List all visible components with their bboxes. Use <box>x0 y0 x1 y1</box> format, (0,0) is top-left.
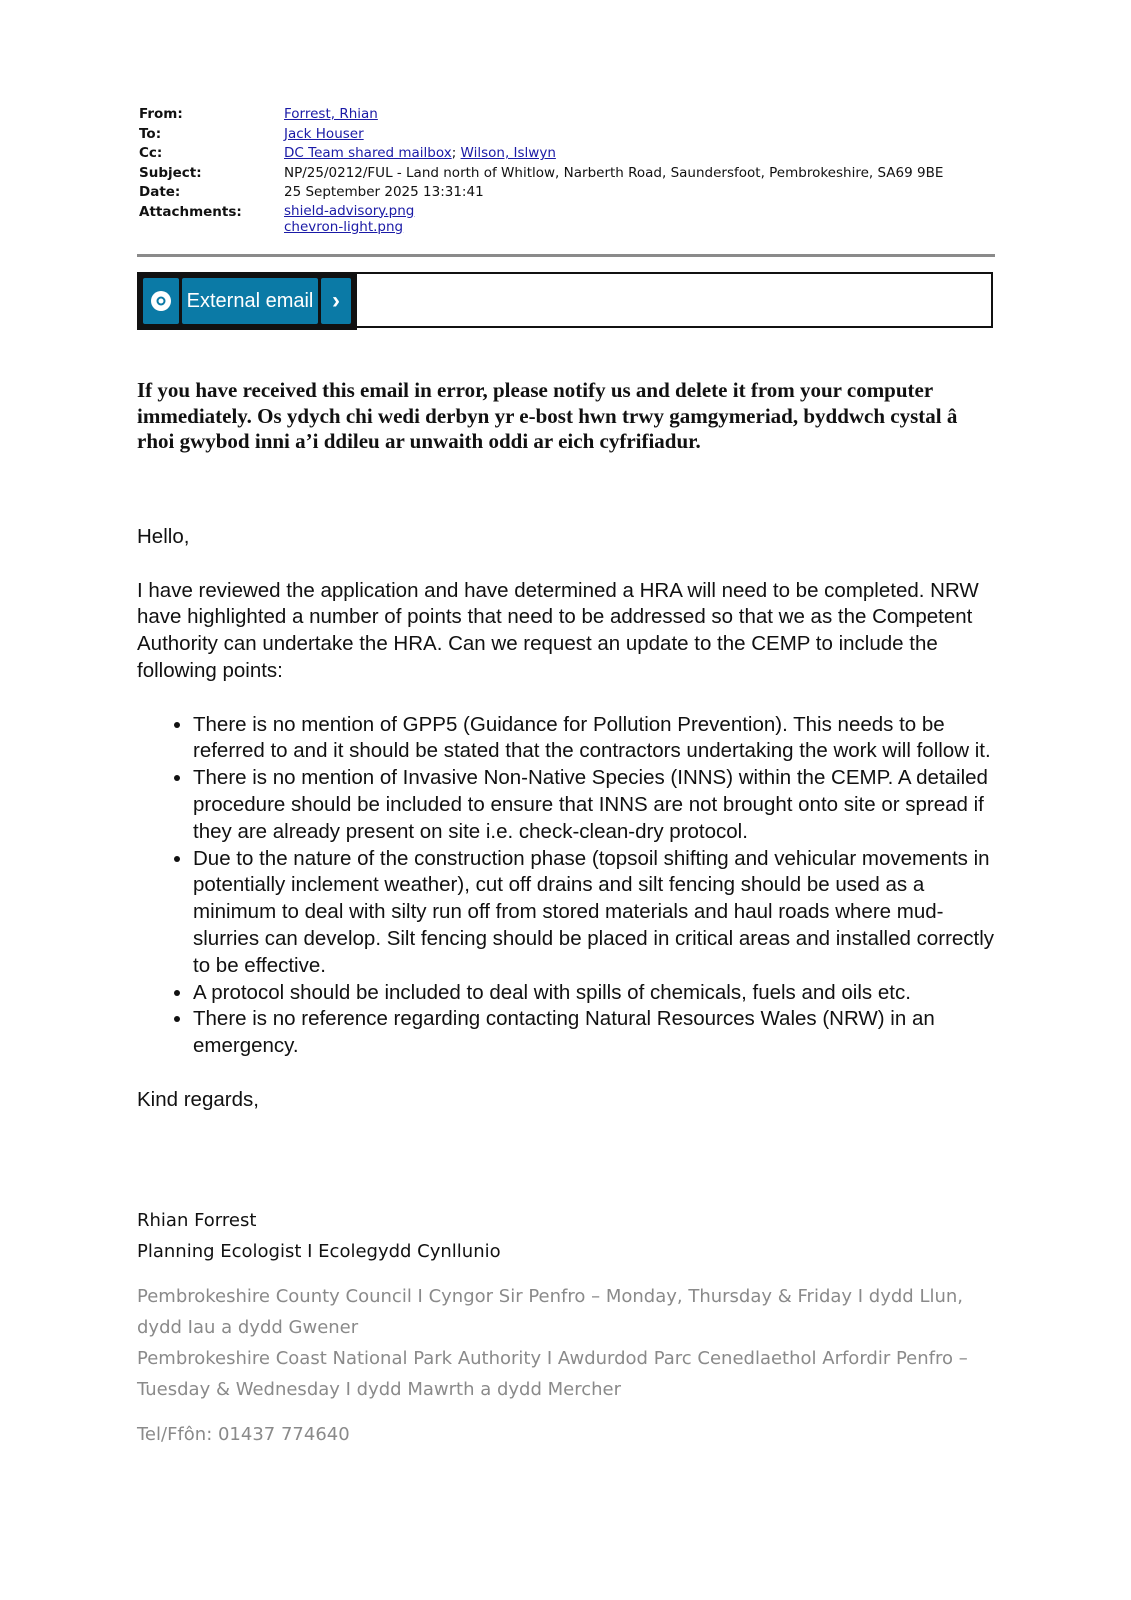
signature-title: Planning Ecologist I Ecolegydd Cynllunio <box>137 1241 501 1262</box>
closing: Kind regards, <box>137 1087 259 1111</box>
chevron-right-icon[interactable]: › <box>321 278 351 324</box>
attachment-link[interactable]: shield-advisory.png <box>284 202 415 219</box>
subject-label: Subject: <box>139 164 202 181</box>
attachments-label: Attachments: <box>139 203 242 220</box>
from-link[interactable]: Forrest, Rhian <box>284 106 378 122</box>
external-email-label: External email <box>182 278 318 324</box>
signature-org-1: Pembrokeshire County Council I Cyngor Sir Penfro – Monday, Thursday & Friday I dydd Llun, dydd Iau a dydd Gwener <box>137 1286 964 1338</box>
list-item: • Due to the nature of the construction phase (topsoil shifting and vehicular movements in potentially inclement weather), cut off drains and silt fencing should be used as a minimum to deal with silty run off from stored materials and haul roads where mud-slurries can develop. Silt fencing should be placed in critical areas and installed correctly to be effective. <box>193 846 997 980</box>
signature-name: Rhian Forrest <box>137 1210 257 1231</box>
intro-paragraph: I have reviewed the application and have determined a HRA will need to be completed. NRW have highlighted a number of points that need to be addressed so that we as the Competent Authority can undertake the HRA. Can we request an update to the CEMP to include the following points: <box>137 578 979 682</box>
to-label: To: <box>139 125 162 142</box>
subject: NP/25/0212/FUL - Land north of Whitlow, Narberth Road, Saundersfoot, Pembrokeshire, SA69 9BE <box>284 164 944 181</box>
email-header <box>139 105 943 235</box>
list-item: • A protocol should be included to deal with spills of chemicals, fuels and oils etc. <box>193 980 997 1007</box>
date-label: Date: <box>139 184 181 200</box>
confidentiality-warning: If you have received this email in error, please notify us and delete it from your computer immediately. Os ydych chi wedi derbyn yr e-bost hwn trwy gamgymeriad, byddwch cystal â rhoi gwybod inni a’i ddileu ar unwaith oddi ar eich cyfrifiadur. <box>137 378 958 453</box>
list-item: • There is no mention of Invasive Non-Native Species (INNS) within the CEMP. A detailed procedure should be included to ensure that INNS are not brought onto site or spread if they are already present on site i.e. check-clean-dry protocol. <box>193 765 997 845</box>
signature-tel: Tel/Ffôn: 01437 774640 <box>137 1424 350 1445</box>
list-item: • There is no reference regarding contacting Natural Resources Wales (NRW) in an emergency. <box>193 1006 997 1060</box>
external-email-badge[interactable] <box>137 272 357 330</box>
cc-label: Cc: <box>139 145 163 161</box>
shield-icon <box>143 278 179 324</box>
signature-org-2: Pembrokeshire Coast National Park Authority I Awdurdod Parc Cenedlaethol Arfordir Penfro – Tuesday & Wednesday I dydd Mawrth a dydd Mercher <box>137 1348 968 1400</box>
points-list <box>137 712 997 1060</box>
cc-separator: ; <box>451 145 461 161</box>
attachment-link[interactable]: chevron-light.png <box>284 218 404 235</box>
cc-link[interactable]: Wilson, Islwyn <box>460 145 556 161</box>
to-link[interactable]: Jack Houser <box>284 125 364 142</box>
list-item: • There is no mention of GPP5 (Guidance for Pollution Prevention). This needs to be referred to and it should be stated that the contractors undertaking the work will follow it. <box>193 712 997 766</box>
from-label: From: <box>139 106 183 122</box>
cc-link[interactable]: DC Team shared mailbox <box>284 145 452 161</box>
greeting: Hello, <box>137 525 190 548</box>
signature <box>137 1205 987 1450</box>
email-body <box>137 524 997 1140</box>
date: 25 September 2025 13:31:41 <box>284 184 484 200</box>
header-divider <box>137 254 995 257</box>
